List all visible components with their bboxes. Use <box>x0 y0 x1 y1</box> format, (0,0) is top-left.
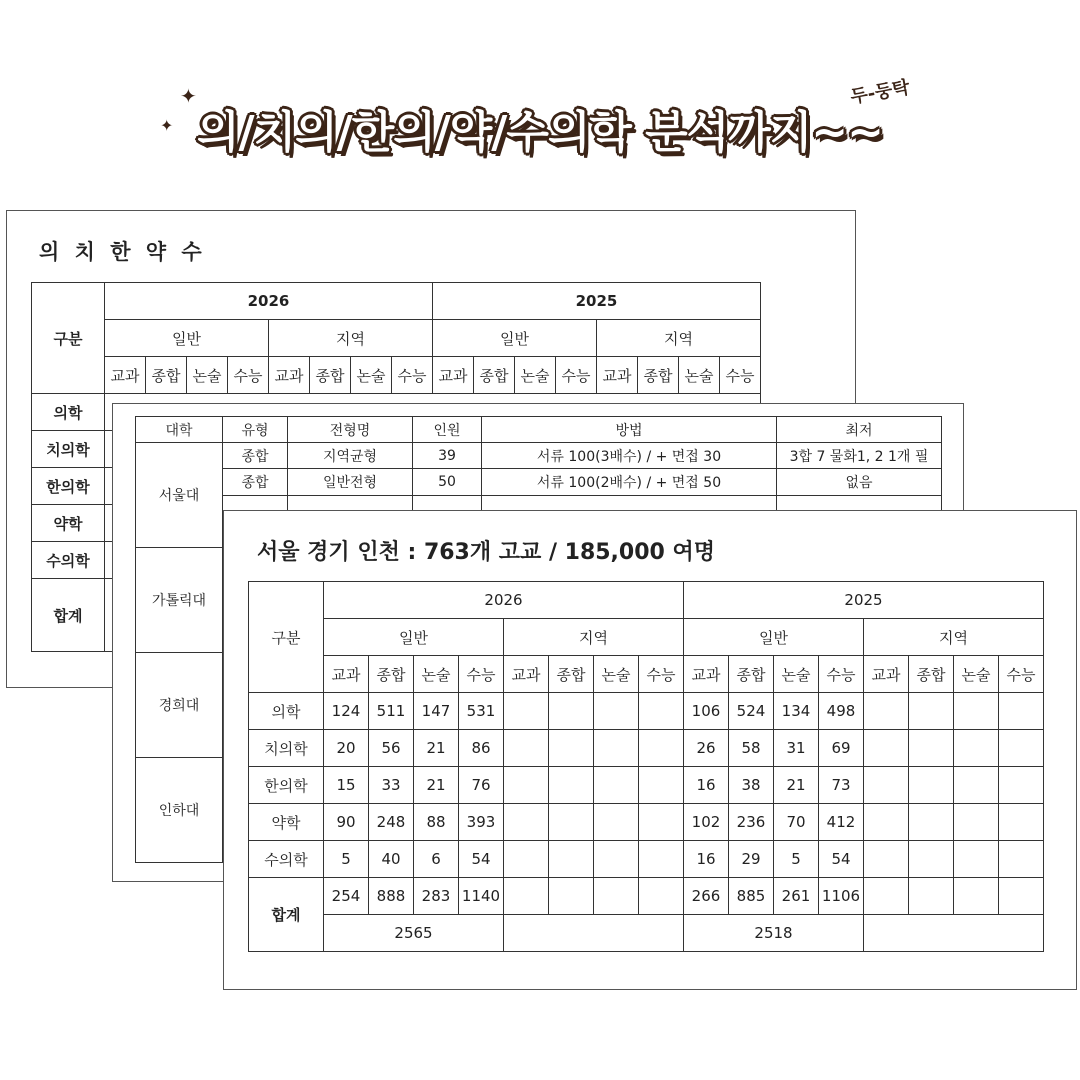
col-header: 전형명 <box>288 417 413 443</box>
value-cell: 86 <box>459 730 504 767</box>
empty-cell <box>504 730 549 767</box>
empty-cell <box>999 804 1044 841</box>
empty-cell <box>909 841 954 878</box>
table-row <box>249 730 1044 767</box>
sticker-text: 두-둥탁 <box>848 76 912 108</box>
empty-cell <box>639 878 684 915</box>
sub-header: 수능 <box>556 357 597 394</box>
total-label: 합계 <box>249 878 324 952</box>
sub-header: 논술 <box>954 656 999 693</box>
table-body <box>249 693 1044 952</box>
sub-header: 종합 <box>909 656 954 693</box>
empty-cell <box>639 693 684 730</box>
empty-cell <box>864 915 1044 952</box>
group-header: 일반 <box>105 320 269 357</box>
value-cell: 498 <box>819 693 864 730</box>
value-cell: 21 <box>414 730 459 767</box>
year-header: 2025 <box>433 283 761 320</box>
sub-header: 논술 <box>594 656 639 693</box>
sub-header: 수능 <box>639 656 684 693</box>
value-cell: 20 <box>324 730 369 767</box>
group-header: 일반 <box>324 619 504 656</box>
row-label: 한의학 <box>249 767 324 804</box>
sub-header: 교과 <box>684 656 729 693</box>
row-label: 수의학 <box>249 841 324 878</box>
empty-cell <box>954 878 999 915</box>
cell-count: 39 <box>413 443 482 469</box>
sub-header: 수능 <box>819 656 864 693</box>
total-cell: 1140 <box>459 878 504 915</box>
row-label: 치의학 <box>249 730 324 767</box>
total-cell: 1106 <box>819 878 864 915</box>
value-cell: 76 <box>459 767 504 804</box>
sub-header: 수능 <box>392 357 433 394</box>
empty-cell <box>594 767 639 804</box>
card-title: 의 치 한 약 수 <box>39 240 206 264</box>
empty-cell <box>504 841 549 878</box>
empty-cell <box>909 878 954 915</box>
value-cell: 73 <box>819 767 864 804</box>
row-label: 수의학 <box>32 542 105 579</box>
sub-header: 교과 <box>105 357 146 394</box>
headline: 의/치의/한의/약/수의학 분석까지~~ <box>197 107 883 158</box>
value-cell: 147 <box>414 693 459 730</box>
empty-cell <box>864 804 909 841</box>
empty-cell <box>594 878 639 915</box>
value-cell: 16 <box>684 841 729 878</box>
empty-cell <box>909 730 954 767</box>
empty-cell <box>909 804 954 841</box>
empty-cell <box>954 804 999 841</box>
university-name: 서울대 <box>136 443 223 548</box>
group-header: 일반 <box>433 320 597 357</box>
group-header: 지역 <box>597 320 761 357</box>
sub-header: 종합 <box>310 357 351 394</box>
value-cell: 21 <box>774 767 819 804</box>
value-cell: 21 <box>414 767 459 804</box>
cell-method: 서류 100(2배수) / + 면접 50 <box>482 469 777 495</box>
empty-cell <box>864 693 909 730</box>
cell-min: 3합 7 물화1, 2 1개 필 <box>777 443 942 469</box>
total-cell: 888 <box>369 878 414 915</box>
sub-header: 수능 <box>459 656 504 693</box>
sub-header: 논술 <box>679 357 720 394</box>
sub-header: 교과 <box>433 357 474 394</box>
sub-header: 수능 <box>999 656 1044 693</box>
value-cell: 58 <box>729 730 774 767</box>
sub-header: 종합 <box>729 656 774 693</box>
value-cell: 29 <box>729 841 774 878</box>
value-cell: 15 <box>324 767 369 804</box>
empty-cell <box>639 767 684 804</box>
empty-cell <box>864 878 909 915</box>
value-cell: 5 <box>324 841 369 878</box>
value-cell: 40 <box>369 841 414 878</box>
sub-header: 교과 <box>504 656 549 693</box>
sub-header: 교과 <box>864 656 909 693</box>
sub-header: 종합 <box>146 357 187 394</box>
total-cell: 266 <box>684 878 729 915</box>
value-cell: 90 <box>324 804 369 841</box>
cell-method: 서류 100(3배수) / + 면접 30 <box>482 443 777 469</box>
value-cell: 236 <box>729 804 774 841</box>
year-header: 2026 <box>324 582 684 619</box>
empty-cell <box>864 730 909 767</box>
empty-cell <box>999 730 1044 767</box>
value-cell: 38 <box>729 767 774 804</box>
table-row <box>249 841 1044 878</box>
empty-cell <box>504 878 549 915</box>
sub-header: 논술 <box>774 656 819 693</box>
value-cell: 70 <box>774 804 819 841</box>
group-header: 지역 <box>504 619 684 656</box>
row-label: 치의학 <box>32 431 105 468</box>
corner-cell: 구분 <box>32 283 105 394</box>
value-cell: 134 <box>774 693 819 730</box>
sub-header: 논술 <box>515 357 556 394</box>
sub-header: 종합 <box>638 357 679 394</box>
corner-cell: 구분 <box>249 582 324 693</box>
empty-cell <box>954 693 999 730</box>
grand-total-row <box>249 915 1044 952</box>
row-label: 의학 <box>32 394 105 431</box>
table-row <box>249 804 1044 841</box>
sub-header: 논술 <box>351 357 392 394</box>
sub-header: 수능 <box>228 357 269 394</box>
grand-total-2026: 2565 <box>324 915 504 952</box>
value-cell: 54 <box>819 841 864 878</box>
empty-cell <box>999 841 1044 878</box>
empty-cell <box>594 730 639 767</box>
empty-cell <box>549 767 594 804</box>
university-name: 인하대 <box>136 758 223 863</box>
empty-cell <box>639 841 684 878</box>
empty-cell <box>999 767 1044 804</box>
cell-type: 종합 <box>223 443 288 469</box>
empty-cell <box>504 693 549 730</box>
empty-cell <box>504 915 684 952</box>
value-cell: 54 <box>459 841 504 878</box>
value-cell: 524 <box>729 693 774 730</box>
empty-cell <box>549 841 594 878</box>
sub-header: 종합 <box>474 357 515 394</box>
sub-header: 교과 <box>324 656 369 693</box>
empty-cell <box>594 804 639 841</box>
total-cell: 261 <box>774 878 819 915</box>
value-cell: 106 <box>684 693 729 730</box>
empty-cell <box>909 767 954 804</box>
sub-header: 수능 <box>720 357 761 394</box>
empty-cell <box>864 841 909 878</box>
empty-cell <box>909 693 954 730</box>
col-header: 인원 <box>413 417 482 443</box>
empty-cell <box>954 841 999 878</box>
table-row <box>249 767 1044 804</box>
empty-cell <box>954 767 999 804</box>
value-cell: 511 <box>369 693 414 730</box>
university-name: 가톨릭대 <box>136 548 223 653</box>
total-cell: 885 <box>729 878 774 915</box>
empty-cell <box>594 693 639 730</box>
group-header: 지역 <box>864 619 1044 656</box>
value-cell: 412 <box>819 804 864 841</box>
sub-header: 논술 <box>187 357 228 394</box>
value-cell: 102 <box>684 804 729 841</box>
table-row <box>249 693 1044 730</box>
col-header: 대학 <box>136 417 223 443</box>
card-summary-front <box>223 510 1077 990</box>
empty-cell <box>549 730 594 767</box>
row-label: 합계 <box>32 579 105 652</box>
card-title: 서울 경기 인천 : 763개 고교 / 185,000 여명 <box>257 540 716 565</box>
col-header: 최저 <box>777 417 942 443</box>
group-header: 일반 <box>684 619 864 656</box>
value-cell: 26 <box>684 730 729 767</box>
sub-header: 종합 <box>549 656 594 693</box>
total-cell: 254 <box>324 878 369 915</box>
group-header: 지역 <box>269 320 433 357</box>
cell-name: 지역균형 <box>288 443 413 469</box>
empty-cell <box>639 804 684 841</box>
cell-name: 일반전형 <box>288 469 413 495</box>
empty-cell <box>999 693 1044 730</box>
sub-header: 교과 <box>597 357 638 394</box>
value-cell: 56 <box>369 730 414 767</box>
col-header: 방법 <box>482 417 777 443</box>
row-label: 의학 <box>249 693 324 730</box>
cell-count: 50 <box>413 469 482 495</box>
value-cell: 69 <box>819 730 864 767</box>
grand-total-2025: 2518 <box>684 915 864 952</box>
value-cell: 6 <box>414 841 459 878</box>
summary-table-front <box>248 581 1044 952</box>
total-row <box>249 878 1044 915</box>
value-cell: 393 <box>459 804 504 841</box>
empty-cell <box>504 804 549 841</box>
value-cell: 124 <box>324 693 369 730</box>
empty-cell <box>864 767 909 804</box>
col-header: 유형 <box>223 417 288 443</box>
sub-header: 교과 <box>269 357 310 394</box>
sub-header: 종합 <box>369 656 414 693</box>
cell-min: 없음 <box>777 469 942 495</box>
empty-cell <box>504 767 549 804</box>
value-cell: 88 <box>414 804 459 841</box>
value-cell: 31 <box>774 730 819 767</box>
empty-cell <box>954 730 999 767</box>
value-cell: 33 <box>369 767 414 804</box>
year-header: 2026 <box>105 283 433 320</box>
value-cell: 5 <box>774 841 819 878</box>
sub-header: 논술 <box>414 656 459 693</box>
cell-type: 종합 <box>223 469 288 495</box>
empty-cell <box>549 804 594 841</box>
empty-cell <box>999 878 1044 915</box>
sparkle-icon: ✦ <box>160 116 174 135</box>
row-label: 약학 <box>32 505 105 542</box>
empty-cell <box>594 841 639 878</box>
university-name: 경희대 <box>136 653 223 758</box>
value-cell: 531 <box>459 693 504 730</box>
value-cell: 248 <box>369 804 414 841</box>
value-cell: 16 <box>684 767 729 804</box>
sparkle-icon: ✦ <box>180 84 197 108</box>
row-label: 약학 <box>249 804 324 841</box>
empty-cell <box>549 878 594 915</box>
year-header: 2025 <box>684 582 1044 619</box>
row-label: 한의학 <box>32 468 105 505</box>
empty-cell <box>639 730 684 767</box>
empty-cell <box>549 693 594 730</box>
total-cell: 283 <box>414 878 459 915</box>
